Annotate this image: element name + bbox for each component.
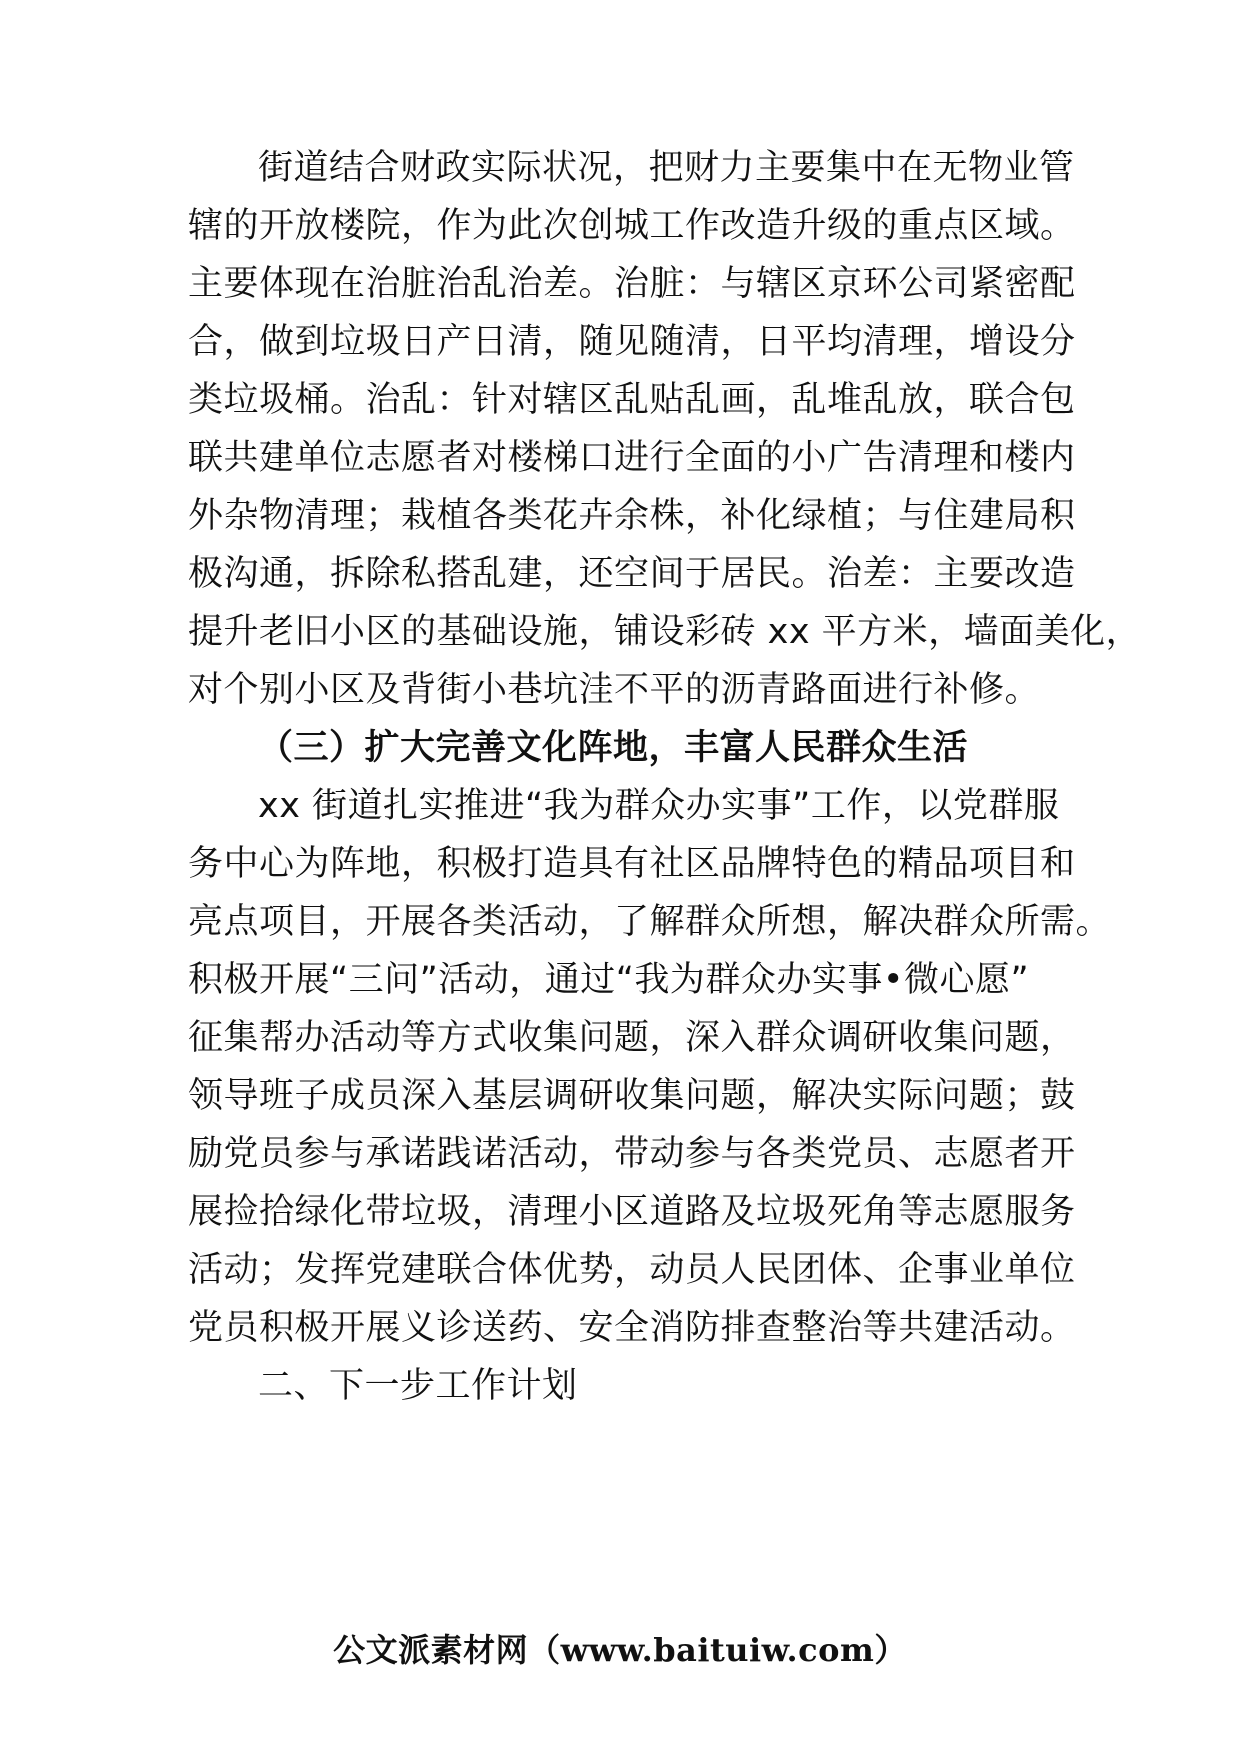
paragraph-line: 领导班子成员深入基层调研收集问题，解决实际问题；鼓 — [188, 1076, 1076, 1116]
paragraph-line: 外杂物清理；栽植各类花卉余株，补化绿植；与住建局积 — [188, 496, 1076, 536]
paragraph-line: 提升老旧小区的基础设施，铺设彩砖 xx 平方米，墙面美化， — [188, 612, 1142, 652]
paragraph-line: 展捡拾绿化带垃圾，清理小区道路及垃圾死角等志愿服务 — [188, 1192, 1076, 1232]
paragraph-line: xx 街道扎实推进“我为群众办实事”工作，以党群服 — [258, 786, 1060, 826]
paragraph-line: 征集帮办活动等方式收集问题，深入群众调研收集问题， — [188, 1018, 1076, 1058]
paragraph-line: 街道结合财政实际状况，把财力主要集中在无物业管 — [258, 148, 1075, 188]
paragraph-line: 极沟通，拆除私搭乱建，还空间于居民。治差：主要改造 — [188, 554, 1076, 594]
section-heading: （三）扩大完善文化阵地，丰富人民群众生活 — [258, 728, 969, 768]
footer-watermark: 公文派素材网（www.baituiw.com） — [333, 1631, 907, 1669]
paragraph-line: 主要体现在治脏治乱治差。治脏：与辖区京环公司紧密配 — [188, 264, 1076, 304]
paragraph-line: 合，做到垃圾日产日清，随见随清，日平均清理，增设分 — [188, 322, 1076, 362]
paragraph-line: 活动；发挥党建联合体优势，动员人民团体、企事业单位 — [188, 1250, 1076, 1290]
paragraph-line: 励党员参与承诺践诺活动，带动参与各类党员、志愿者开 — [188, 1134, 1076, 1174]
paragraph-line: 对个别小区及背街小巷坑洼不平的沥青路面进行补修。 — [188, 670, 1041, 710]
paragraph-line: 积极开展“三问”活动，通过“我为群众办实事•微心愿” — [188, 960, 1030, 1000]
paragraph-line: 党员积极开展义诊送药、安全消防排查整治等共建活动。 — [188, 1308, 1076, 1348]
paragraph-line: 类垃圾桶。治乱：针对辖区乱贴乱画，乱堆乱放，联合包 — [188, 380, 1076, 420]
paragraph-line: 亮点项目，开展各类活动，了解群众所想，解决群众所需。 — [188, 902, 1112, 942]
paragraph-line: 务中心为阵地，积极打造具有社区品牌特色的精品项目和 — [188, 844, 1076, 884]
paragraph-line: 辖的开放楼院，作为此次创城工作改造升级的重点区域。 — [188, 206, 1076, 246]
next-section-heading: 二、下一步工作计划 — [258, 1366, 578, 1406]
paragraph-line: 联共建单位志愿者对楼梯口进行全面的小广告清理和楼内 — [188, 438, 1076, 478]
